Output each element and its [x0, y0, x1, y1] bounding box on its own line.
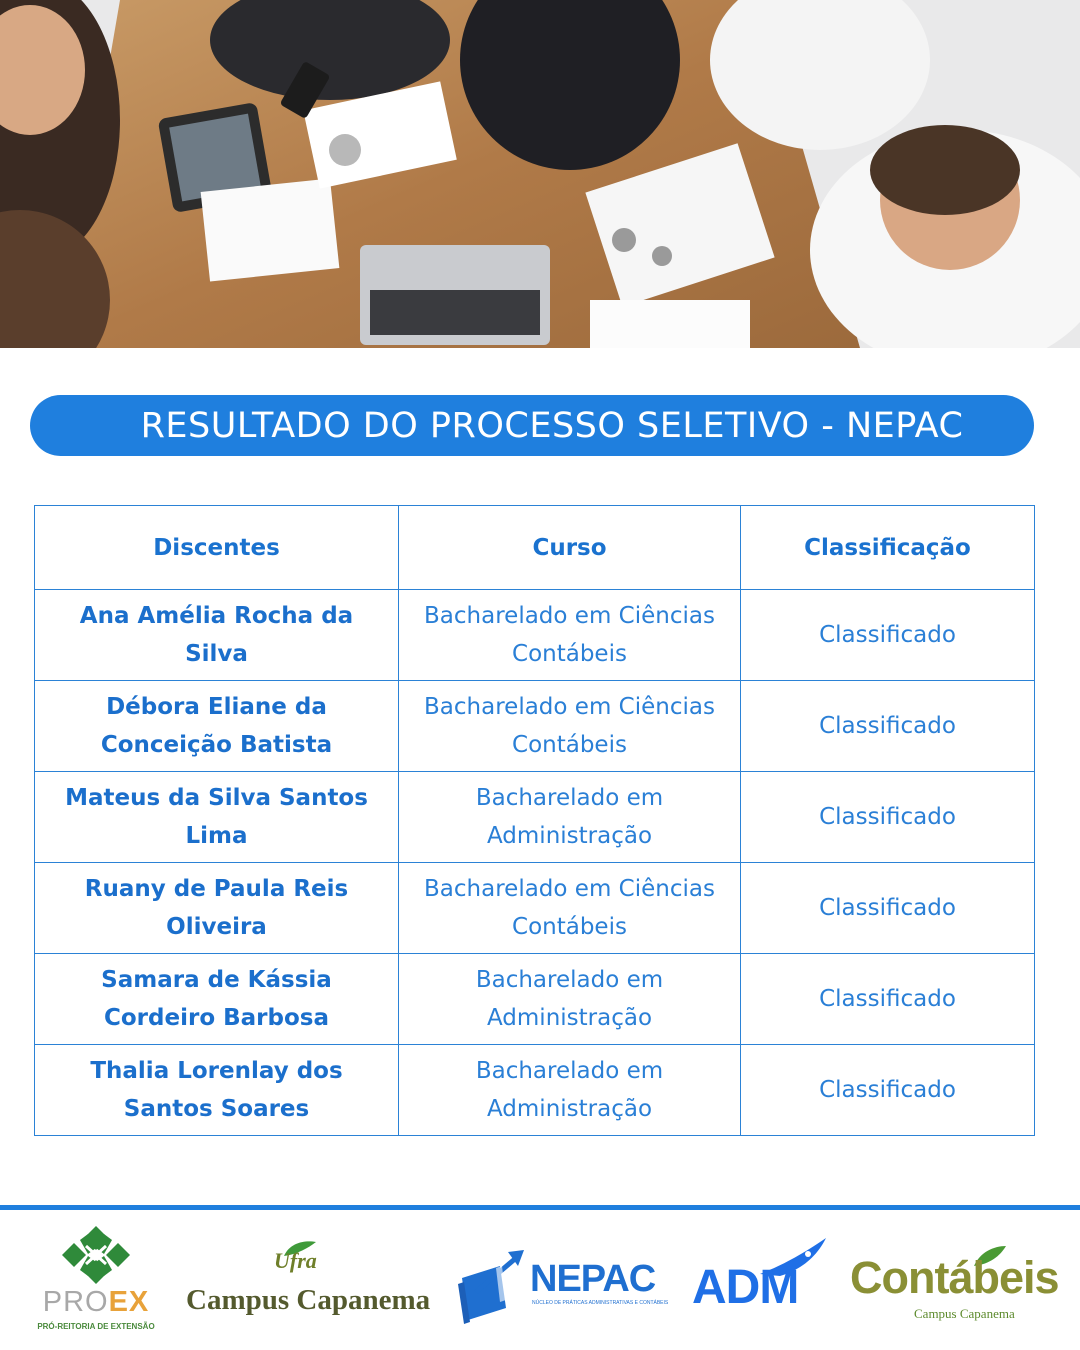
adm-logo	[690, 1236, 830, 1316]
nepac-subtitle: NÚCLEO DE PRÁTICAS ADMINISTRATIVAS E CONTÁBEIS	[532, 1300, 669, 1306]
column-header-curso: Curso	[399, 506, 741, 590]
discente-name: Mateus da Silva Santos Lima	[35, 772, 399, 863]
classificacao-cell: Classificado	[741, 590, 1035, 681]
proex-emblem-icon	[36, 1224, 156, 1286]
table-row	[35, 681, 1035, 772]
nepac-wordmark: NEPAC	[530, 1258, 656, 1300]
proex-logo	[36, 1224, 156, 1339]
footer-divider	[0, 1205, 1080, 1210]
table-row	[35, 863, 1035, 954]
page-title: RESULTADO DO PROCESSO SELETIVO - NEPAC	[140, 405, 964, 446]
table-row	[35, 590, 1035, 681]
contabeis-subtitle: Campus Capanema	[914, 1306, 1015, 1321]
classificacao-cell: Classificado	[741, 772, 1035, 863]
ufra-wordmark: Ufra	[274, 1248, 317, 1273]
table-row	[35, 954, 1035, 1045]
discente-name: Samara de Kássia Cordeiro Barbosa	[35, 954, 399, 1045]
curso-cell: Bacharelado em Ciências Contábeis	[399, 590, 741, 681]
proex-subtitle: PRÓ-REITORIA DE EXTENSÃO	[37, 1322, 155, 1331]
classificacao-cell: Classificado	[741, 863, 1035, 954]
column-header-classificacao: Classificação	[741, 506, 1035, 590]
discente-name: Débora Eliane da Conceição Batista	[35, 681, 399, 772]
adm-wordmark: ADM	[692, 1261, 799, 1314]
discente-name: Thalia Lorenlay dos Santos Soares	[35, 1045, 399, 1136]
hero-photo	[0, 0, 1080, 348]
ufra-logo	[186, 1244, 431, 1329]
curso-cell: Bacharelado em Ciências Contábeis	[399, 863, 741, 954]
nepac-book-icon	[456, 1248, 528, 1324]
curso-cell: Bacharelado em Administração	[399, 772, 741, 863]
column-header-discentes: Discentes	[35, 506, 399, 590]
classificacao-cell: Classificado	[741, 681, 1035, 772]
table-header-row	[35, 506, 1035, 590]
curso-cell: Bacharelado em Ciências Contábeis	[399, 681, 741, 772]
title-banner	[30, 395, 1034, 456]
nepac-logo	[456, 1248, 669, 1328]
proex-wordmark: PROEX	[42, 1286, 150, 1318]
contabeis-wordmark: Contábeis	[850, 1252, 1059, 1303]
ufra-campus-label: Campus Capanema	[186, 1284, 431, 1316]
classificacao-cell: Classificado	[741, 954, 1035, 1045]
discente-name: Ruany de Paula Reis Oliveira	[35, 863, 399, 954]
table-row	[35, 772, 1035, 863]
curso-cell: Bacharelado em Administração	[399, 1045, 741, 1136]
curso-cell: Bacharelado em Administração	[399, 954, 741, 1045]
results-table	[34, 505, 1035, 1136]
table-row	[35, 1045, 1035, 1136]
classificacao-cell: Classificado	[741, 1045, 1035, 1136]
discente-name: Ana Amélia Rocha da Silva	[35, 590, 399, 681]
contabeis-logo	[850, 1248, 1065, 1328]
